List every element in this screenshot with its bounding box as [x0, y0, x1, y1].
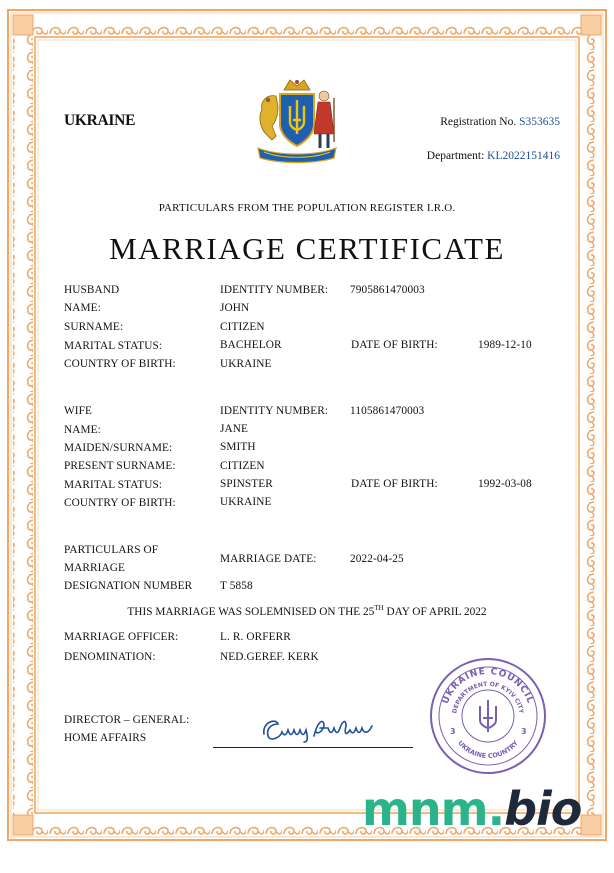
husband-marital-value: BACHELOR [220, 339, 282, 351]
marriage-officer-label: MARRIAGE OFFICER: [64, 631, 179, 643]
marriage-particulars-label-2: MARRIAGE [64, 562, 126, 574]
wife-cob-value: UKRAINE [220, 496, 272, 508]
husband-section-label: HUSBAND [64, 284, 120, 296]
department-number [427, 150, 560, 162]
seal-inner-text: DEPARTMENT OF KYIV CITY [451, 680, 525, 715]
watermark-part-2: bio [504, 782, 582, 836]
husband-marital-label: MARITAL STATUS: [64, 340, 163, 352]
department-value: KL2022151416 [487, 150, 560, 162]
watermark-part-1: mnm. [362, 782, 505, 836]
solemnised-ordinal-suffix: TH [374, 604, 384, 612]
coat-of-arms-emblem [250, 76, 344, 168]
wife-present-label: PRESENT SURNAME: [64, 460, 176, 472]
marriage-officer-value: L. R. ORFERR [220, 631, 291, 643]
seal-right-digit: 3 [521, 727, 527, 736]
seal-top-text: UKRAINE COUNCIL [440, 666, 536, 706]
official-seal-stamp [428, 656, 548, 776]
watermark-logo [362, 782, 581, 836]
wife-maiden-value: SMITH [220, 441, 256, 453]
husband-cob-value: UKRAINE [220, 358, 272, 370]
registration-value: S353635 [519, 116, 560, 128]
husband-name-label: NAME: [64, 302, 101, 314]
wife-marital-value: SPINSTER [220, 478, 273, 490]
husband-dob-label: DATE OF BIRTH: [351, 339, 438, 351]
wife-name-label: NAME: [64, 424, 101, 436]
particulars-heading: PARTICULARS FROM THE POPULATION REGISTER I.R.O. [158, 202, 456, 214]
designation-value: T 5858 [220, 580, 253, 592]
wife-maiden-label: MAIDEN/SURNAME: [64, 442, 173, 454]
wife-dob-value: 1992-03-08 [478, 478, 532, 490]
registration-label: Registration No. [440, 116, 517, 128]
signature-line [213, 747, 413, 748]
husband-surname-label: SURNAME: [64, 321, 124, 333]
marriage-date-label: MARRIAGE DATE: [220, 553, 317, 565]
wife-dob-label: DATE OF BIRTH: [351, 478, 438, 490]
certificate-title: MARRIAGE CERTIFICATE [109, 231, 505, 266]
solemnised-text-before: THIS MARRIAGE WAS SOLEMNISED ON THE 25 [127, 605, 375, 618]
wife-id-label: IDENTITY NUMBER: [220, 405, 329, 417]
seal-left-digit: 3 [450, 727, 456, 736]
director-signature [258, 712, 376, 746]
director-label-line-1: DIRECTOR – GENERAL: [64, 714, 190, 726]
seal-bottom-text: UKRAINE COUNTRY [456, 739, 520, 761]
wife-section-label: WIFE [64, 405, 93, 417]
wife-present-value: CITIZEN [220, 460, 265, 472]
husband-dob-value: 1989-12-10 [478, 339, 532, 351]
denomination-value: NED.GEREF. KERK [220, 651, 319, 663]
wife-name-value: JANE [220, 423, 249, 435]
department-label: Department: [426, 150, 485, 162]
marriage-particulars-label-1: PARTICULARS OF [64, 544, 159, 556]
solemnised-text-after: DAY OF APRIL 2022 [383, 605, 487, 618]
denomination-label: DENOMINATION: [64, 651, 156, 663]
husband-id-value: 7905861470003 [350, 284, 425, 296]
husband-cob-label: COUNTRY OF BIRTH: [64, 358, 176, 370]
director-label-line-2: HOME AFFAIRS [64, 732, 147, 744]
wife-cob-label: COUNTRY OF BIRTH: [64, 497, 176, 509]
solemnised-statement [0, 604, 614, 618]
designation-label: DESIGNATION NUMBER [64, 580, 193, 592]
registration-number [440, 116, 560, 128]
country-heading: UKRAINE [64, 112, 136, 129]
wife-id-value: 1105861470003 [350, 405, 425, 417]
husband-name-value: JOHN [220, 302, 250, 314]
husband-id-label: IDENTITY NUMBER: [220, 284, 329, 296]
wife-marital-label: MARITAL STATUS: [64, 479, 163, 491]
husband-surname-value: CITIZEN [220, 321, 265, 333]
marriage-date-value: 2022-04-25 [350, 553, 404, 565]
